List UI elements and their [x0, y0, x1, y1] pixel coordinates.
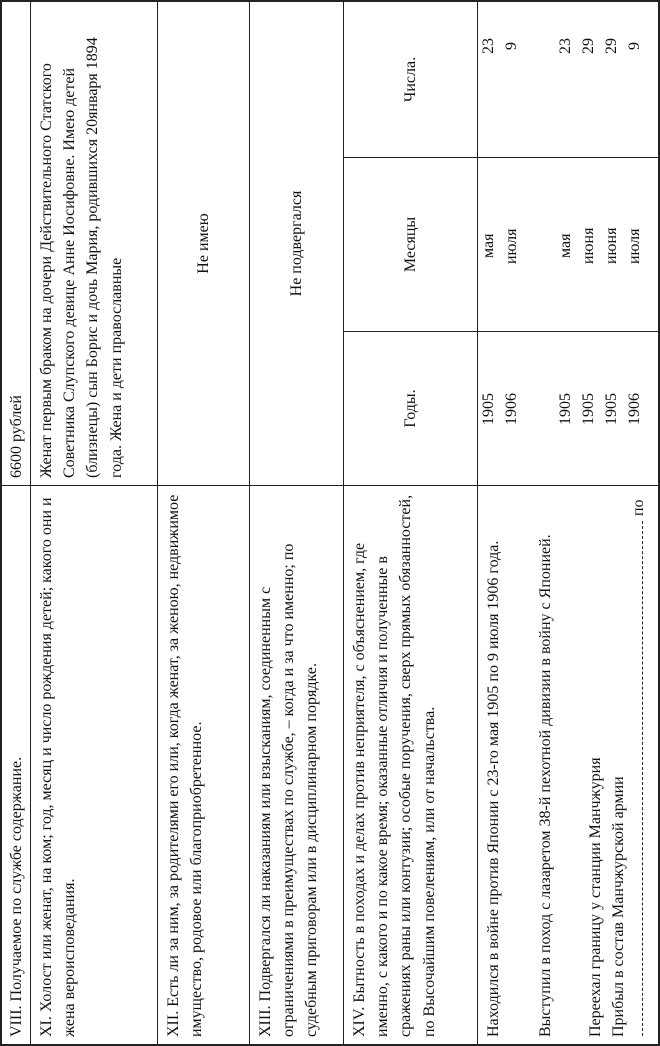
event-4-month: июня — [603, 227, 620, 264]
continuation-dashes — [642, 521, 643, 1036]
row-12-value: Не имею — [194, 213, 212, 274]
row-11-label: XI. Холост или женат, на ком; год, месяц и число рождения детей; какого они и жена вероисповедания. — [38, 497, 79, 1037]
row-11-value: Женат первым браком на дочери Действительного Статского Советника Слупского девице Анне Иосифовне. Имею детей (близнецы) сын Борис и дочь Мария, родившихся 20января 1894 года. Жена и дети православные — [38, 37, 125, 478]
event-3-text: Переехал границу у станции Манчжурия — [587, 757, 604, 1037]
continuation-text: по — [630, 499, 647, 516]
event-4-year: 1905 — [603, 393, 620, 425]
row-13-label: XIII. Подвергался ли наказаниям или взысканиям, соединенным с ограничениями в преимуществах по службе, – когда и за что именно; по судебным приговорам или в дисциплинарном порядке. — [257, 543, 321, 1037]
event-5-year: 1906 — [626, 393, 643, 425]
event-2-day: 23 — [557, 38, 574, 54]
event-4-day: 29 — [603, 38, 620, 54]
col-header-days: Числа. — [401, 56, 419, 103]
event-2-text: Выступил в поход с лазаретом 38-й пехотной дивизии в войну с Японией. — [537, 534, 554, 1037]
event-1-text: Находился в войне против Японии с 23-го мая 1905 по 9 июля 1906 года. — [485, 540, 502, 1037]
row-14-label: XIV. Бытность в походах и делах против неприятеля, с объяснением, где именно, с какого и по какое время; оказанные отличия и полученные в сражениях раны или контузии; особые поручения, сверх прямых обязанностей, по Высочайшим повелениям, или от начальства. — [351, 494, 438, 1037]
event-2-month: мая — [557, 233, 574, 258]
event-3-year: 1905 — [580, 393, 597, 425]
event-3-day: 29 — [580, 38, 597, 54]
event-4-text: Прибыл в состав Манчжурской армии — [610, 776, 627, 1037]
row-8-value: 6600 рублей — [8, 395, 25, 478]
col-header-months: Месяцы — [401, 216, 419, 273]
row-12-label: XII. Есть ли за ним, за родителями его или, когда женат, за женою, недвижимое имущество, родовое или благоприобретенное. — [165, 494, 206, 1037]
col-header-years: Годы. — [401, 389, 419, 428]
row-13-value: Не подвергался — [287, 190, 305, 297]
event-1-day: 23 — [480, 38, 497, 54]
event-1-month: мая — [480, 233, 497, 258]
event-3-month: июня — [580, 227, 597, 264]
event-1-month-end: июля — [503, 228, 520, 264]
event-5-day: 9 — [626, 42, 643, 50]
event-1-year: 1905 — [480, 393, 497, 425]
event-2-year: 1905 — [557, 393, 574, 425]
event-1-year-end: 1906 — [503, 393, 520, 425]
row-8-label: VIII. Получаемое по службе содержание. — [8, 756, 25, 1037]
event-5-month: июля — [626, 228, 643, 264]
event-1-day-end: 9 — [503, 42, 520, 50]
